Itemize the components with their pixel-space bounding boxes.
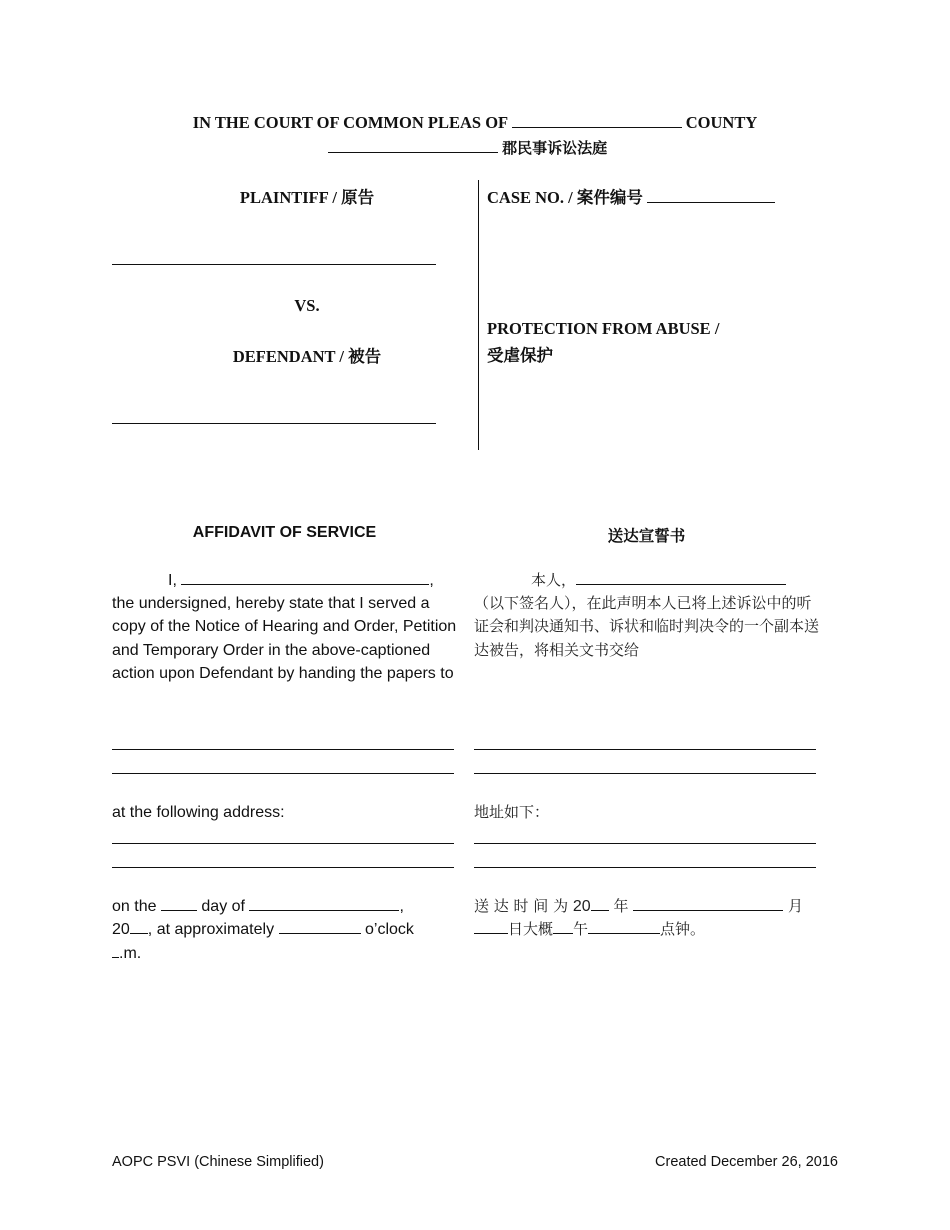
day-of-text: day of xyxy=(201,898,245,915)
am-pm-blank xyxy=(112,942,119,958)
court-cn-text: 郡民事诉讼法庭 xyxy=(502,139,608,157)
day-char: 日大概 xyxy=(508,920,554,939)
county-blank xyxy=(512,112,682,128)
recipient-line-1-cn xyxy=(474,749,816,750)
year-prefix-en: 20 xyxy=(112,921,130,939)
plaintiff-name-line xyxy=(112,264,436,265)
affiant-comma: , xyxy=(429,572,434,589)
address-label-cn: 地址如下： xyxy=(474,803,550,821)
county-blank-cn xyxy=(328,137,498,153)
service-date-en xyxy=(112,895,472,965)
day-blank xyxy=(161,895,197,911)
case-no-row xyxy=(487,184,775,208)
affidavit-title-cn: 送达宣誓书 xyxy=(607,526,686,545)
recipient-line-2-cn xyxy=(474,773,816,774)
affidavit-body-cn: （以下签名人），在此声明本人已将上述诉讼中的听证会和判决通知书、诉状和临时判决令的一个副本送达被告，将相关文书交给 xyxy=(474,594,820,659)
affiant-intro-cn: 本人， xyxy=(531,571,577,589)
oclock-cn: 点钟。 xyxy=(660,920,706,939)
service-date-cn xyxy=(474,895,834,942)
month-blank-cn xyxy=(633,895,783,911)
footer-form-id: AOPC PSVI (Chinese Simplified) xyxy=(112,1154,324,1170)
defendant-label: DEFENDANT / 被告 xyxy=(232,347,382,366)
oclock-text: o’clock xyxy=(364,921,414,939)
recipient-line-2 xyxy=(112,773,454,774)
footer-created: Created December 26, 2016 xyxy=(655,1154,838,1170)
at-approx-text: , at approximately xyxy=(147,921,275,939)
affiant-row-en xyxy=(168,569,434,592)
m-text: .m. xyxy=(119,944,142,962)
noon-char: 午 xyxy=(573,920,589,939)
matter-line1: PROTECTION FROM ABUSE / xyxy=(487,319,720,338)
case-no-blank xyxy=(647,187,775,203)
vs-label: VS. xyxy=(294,296,320,315)
on-the-text: on the xyxy=(112,898,157,915)
court-prefix: IN THE COURT OF COMMON PLEAS OF xyxy=(192,113,508,132)
time-blank xyxy=(279,918,361,934)
affiant-i: I, xyxy=(168,572,177,589)
am-pm-blank-cn xyxy=(553,918,573,934)
matter-line2: 受虐保护 xyxy=(487,346,553,365)
affiant-name-blank xyxy=(181,569,429,585)
time-blank-cn xyxy=(588,918,660,934)
defendant-name-line xyxy=(112,423,436,424)
date-comma: , xyxy=(399,898,404,915)
day-blank-cn xyxy=(474,918,508,934)
plaintiff-label: PLAINTIFF / 原告 xyxy=(239,188,375,207)
court-line-cn xyxy=(328,137,607,158)
case-no-label: CASE NO. / 案件编号 xyxy=(487,188,643,207)
time-prefix-cn: 送 达 时 间 为 xyxy=(474,897,569,915)
month-char: 月 xyxy=(788,897,804,915)
year-blank-en xyxy=(130,918,148,934)
year-blank-cn xyxy=(591,895,609,911)
affidavit-title-en: AFFIDAVIT OF SERVICE xyxy=(192,524,377,541)
address-line-2 xyxy=(112,867,454,868)
address-line-1-cn xyxy=(474,843,816,844)
affiant-row-cn xyxy=(531,569,786,592)
caption-divider xyxy=(478,180,479,450)
affiant-name-blank-cn xyxy=(576,569,786,585)
address-line-1 xyxy=(112,843,454,844)
year-char: 年 xyxy=(613,897,629,915)
recipient-line-1 xyxy=(112,749,454,750)
court-suffix: COUNTY xyxy=(685,113,758,132)
year-prefix-cn: 20 xyxy=(572,898,591,915)
court-line xyxy=(0,112,950,133)
address-line-2-cn xyxy=(474,867,816,868)
affidavit-body-en: the undersigned, hereby state that I served a copy of the Notice of Hearing and Order, Petition and Temporary Order in the above-captioned action upon Defendant by handing the papers to xyxy=(112,595,457,682)
month-blank xyxy=(249,895,399,911)
address-label-en: at the following address: xyxy=(112,804,285,821)
